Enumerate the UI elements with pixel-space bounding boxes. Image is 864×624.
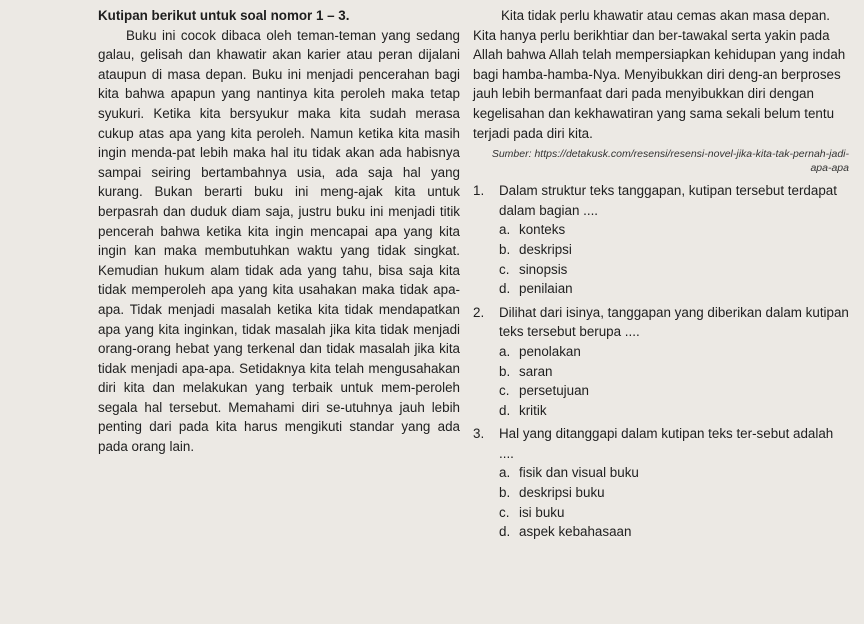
option-1a[interactable] xyxy=(473,220,849,240)
option-2d[interactable] xyxy=(473,401,849,421)
right-column xyxy=(473,6,849,542)
option-text: deskripsi buku xyxy=(519,485,605,501)
question-3 xyxy=(473,424,849,463)
option-3d[interactable] xyxy=(473,522,849,542)
option-letter: a. xyxy=(499,343,511,359)
option-letter: d. xyxy=(499,524,511,540)
passage-paragraph-right: Kita tidak perlu khawatir atau cemas akan masa depan. Kita hanya perlu berikhtiar dan ber-tawakal serta yakin pada Allah bahwa Allah telah mempersiapkan kehidupan yang indah bagi hamba-hamba-Nya. Menyibukkan diri deng-an berproses jauh lebih bermanfaat dari pada menyibukkan diri dengan kegelisahan dan kekhawatiran yang sama sekali belum tentu terjadi pada diri kita. xyxy=(473,8,846,141)
option-2a[interactable] xyxy=(473,342,849,362)
option-text: isi buku xyxy=(519,504,565,520)
left-column xyxy=(98,6,460,457)
question-text: Dilihat dari isinya, tanggapan yang diberikan dalam kutipan teks tersebut berupa .... xyxy=(499,304,849,340)
option-letter: d. xyxy=(499,281,511,297)
option-letter: b. xyxy=(499,363,511,379)
option-1d[interactable] xyxy=(473,279,849,299)
question-number: 3. xyxy=(473,426,485,442)
option-letter: c. xyxy=(499,383,510,399)
option-3b[interactable] xyxy=(473,483,849,503)
option-text: sinopsis xyxy=(519,261,568,277)
source-citation: Sumber: https://detakusk.com/resensi/resensi-novel-jika-kita-tak-pernah-jadi-apa-apa xyxy=(491,148,849,175)
option-3a[interactable] xyxy=(473,463,849,483)
question-1 xyxy=(473,181,849,220)
option-text: aspek kebahasaan xyxy=(519,524,632,540)
option-letter: a. xyxy=(499,222,511,238)
question-text: Hal yang ditanggapi dalam kutipan teks ter-sebut adalah .... xyxy=(499,426,834,461)
question-text: Dalam struktur teks tanggapan, kutipan tersebut terdapat dalam bagian .... xyxy=(499,183,837,218)
option-text: konteks xyxy=(519,222,566,238)
option-letter: b. xyxy=(499,485,511,501)
option-2b[interactable] xyxy=(473,362,849,382)
question-number: 2. xyxy=(473,304,485,320)
option-text: deskripsi xyxy=(519,241,572,257)
option-letter: d. xyxy=(499,402,511,418)
option-letter: b. xyxy=(499,241,511,257)
option-3c[interactable] xyxy=(473,503,849,523)
option-letter: a. xyxy=(499,465,511,481)
section-heading: Kutipan berikut untuk soal nomor 1 – 3. xyxy=(98,8,350,23)
option-text: penilaian xyxy=(519,281,573,297)
option-letter: c. xyxy=(499,261,510,277)
option-text: persetujuan xyxy=(519,383,589,399)
option-1b[interactable] xyxy=(473,240,849,260)
option-text: saran xyxy=(519,363,553,379)
option-text: penolakan xyxy=(519,343,581,359)
question-number: 1. xyxy=(473,183,485,199)
option-1c[interactable] xyxy=(473,260,849,280)
question-2 xyxy=(473,303,849,342)
option-2c[interactable] xyxy=(473,381,849,401)
passage-paragraph-left: Buku ini cocok dibaca oleh teman-teman yang sedang galau, gelisah dan khawatir akan karier atau peran dijalani ataupun di masa depan. Buku ini menjadi pencerahan bagi kita bahwa apapun yang nantinya kita peroleh maka tetap syukuri. Ketika kita bersyukur maka kita sudah merasa cukup atas apa yang kita peroleh. Namun ketika kita masih ingin menda-pat lebih maka hal itu tidak akan ada habisnya sampai seiring bertambahnya usia, ada saja hal yang kurang. Bukan berarti buku ini meng-ajak kita untuk berpasrah dan duduk diam saja, justru buku ini menjadi titik pencerah bahwa ketika kita ingin mencapai apa yang kita ingin kan maka membutuhkan waktu yang tidak singkat. Kemudian hukum alam tidak ada yang tahu, bisa saja kita tidak memperoleh apa yang kita usahakan maka tidak apa-apa. Tidak menjadi masalah ketika kita tidak mendapatkan apa yang kita inginkan, tidak masalah jika kita tidak menjadi orang-orang hebat yang terkenal dan tidak masalah jika kita tidak menjadi apa-apa. Setidaknya kita telah mengusahakan diri kita dan melakukan yang terbaik untuk mem-peroleh segala hal tersebut. Memahami diri se-utuhnya jauh lebih penting dari pada kita harus mengikuti standar yang ada pada orang lain. xyxy=(98,27,460,455)
option-letter: c. xyxy=(499,504,510,520)
option-text: kritik xyxy=(519,402,547,418)
option-text: fisik dan visual buku xyxy=(519,465,639,481)
